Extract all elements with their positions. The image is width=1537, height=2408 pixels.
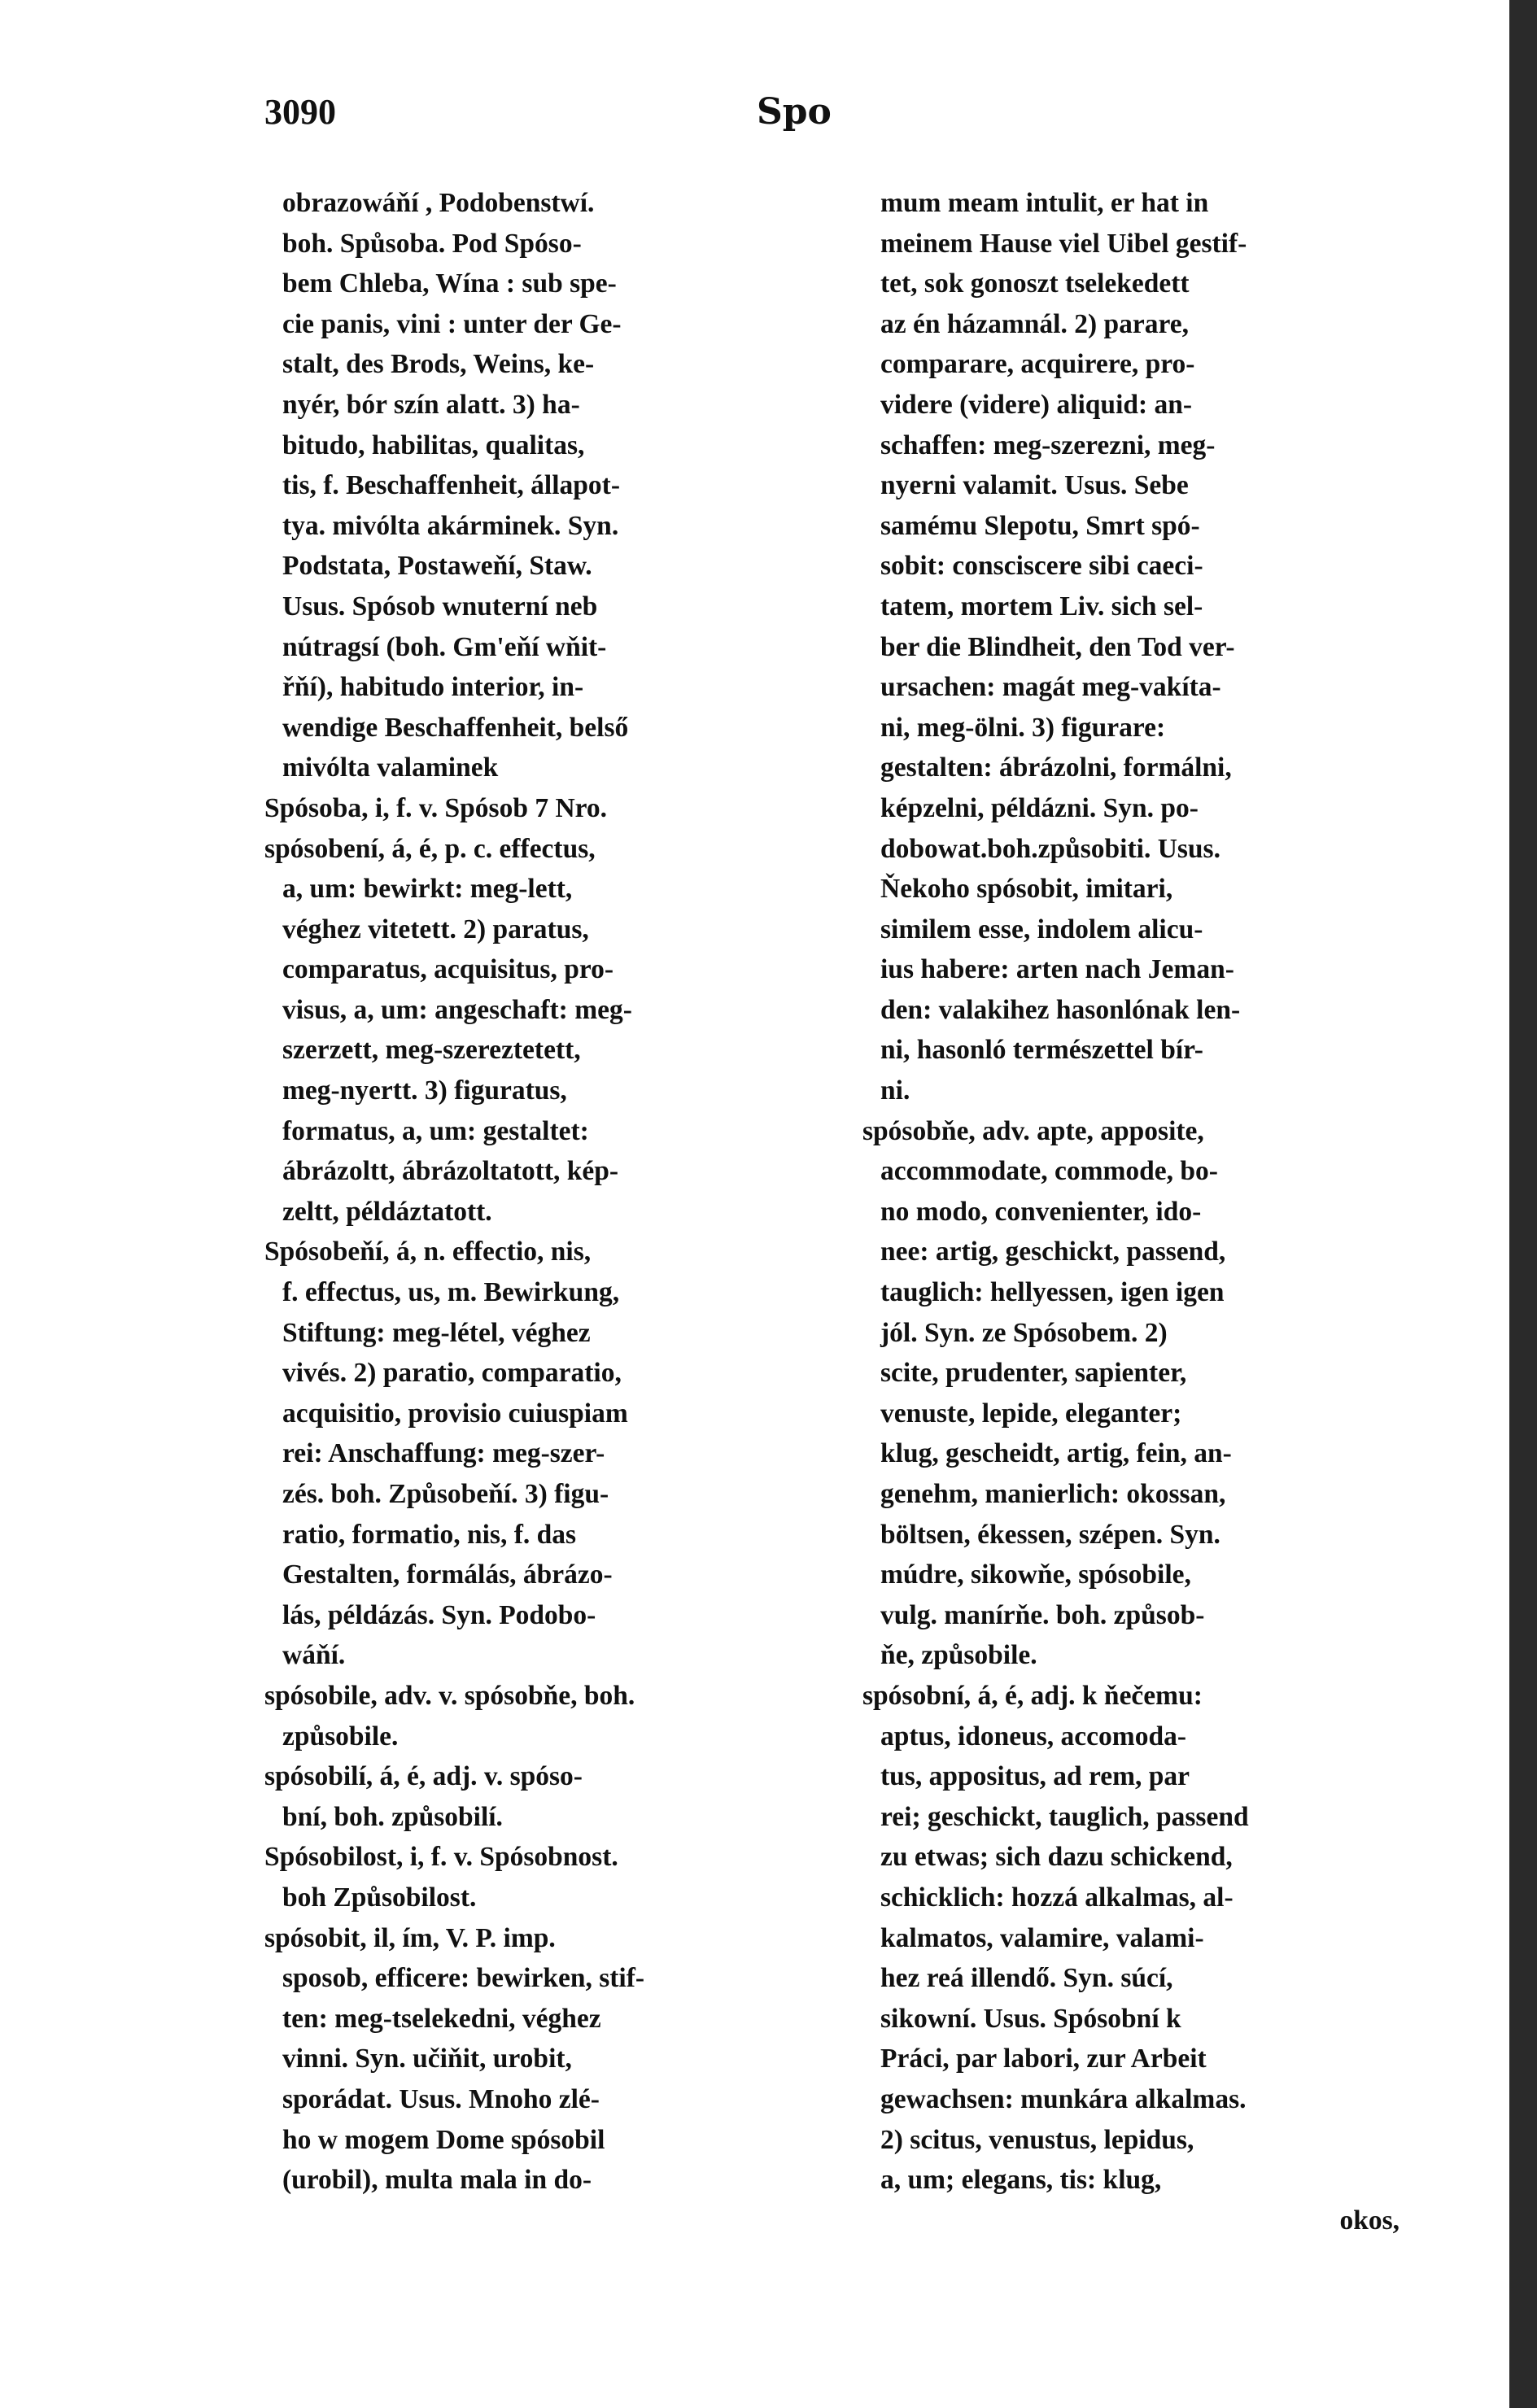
text-line: no modo, convenienter, ido- (880, 1196, 1202, 1227)
text-line: gestalten: ábrázolni, formálni, (880, 752, 1232, 783)
text-line: vinni. Syn. učiňit, urobit, (282, 2044, 572, 2074)
text-line: gewachsen: munkára alkalmas. (880, 2083, 1247, 2114)
text-line: comparatus, acquisitus, pro- (282, 954, 614, 985)
text-line: Stiftung: meg-létel, véghez (282, 1317, 591, 1348)
text-line: den: valakihez hasonlónak len- (880, 994, 1241, 1025)
text-line: 2) scitus, venustus, lepidus, (880, 2124, 1194, 2155)
text-line: wendige Beschaffenheit, belső (282, 712, 629, 743)
text-line: boh. Spůsoba. Pod Spóso- (282, 228, 582, 259)
text-line: bní, boh. způsobilí. (282, 1801, 503, 1832)
text-line: Gestalten, formálás, ábrázo- (282, 1560, 613, 1590)
text-line: dobowat.boh.způsobiti. Usus. (880, 833, 1220, 864)
text-line: zeltt, példáztatott. (282, 1196, 492, 1227)
text-line: a, um; elegans, tis: klug, (880, 2165, 1162, 2196)
text-line: képzelni, példázni. Syn. po- (880, 792, 1199, 823)
text-line: (urobil), multa mala in do- (282, 2165, 592, 2196)
text-line: stalt, des Brods, Weins, ke- (282, 349, 595, 380)
text-line: ni. (880, 1075, 910, 1106)
running-head: Spo (757, 91, 832, 133)
text-line: Usus. Spósob wnuterní neb (282, 591, 598, 622)
text-line: múdre, sikowňe, spósobile, (880, 1560, 1191, 1590)
text-line: rei: Anschaffung: meg-szer- (282, 1438, 605, 1469)
text-line: visus, a, um: angeschaft: meg- (282, 994, 632, 1025)
text-line: aptus, idoneus, accomoda- (880, 1721, 1186, 1751)
text-line: ni, meg-ölni. 3) figurare: (880, 712, 1166, 743)
text-line: nee: artig, geschickt, passend, (880, 1237, 1226, 1267)
text-line: Spósobeňí, á, n. effectio, nis, (264, 1237, 592, 1267)
page-header (264, 91, 1395, 148)
text-line: ius habere: arten nach Jeman- (880, 954, 1234, 985)
text-line: genehm, manierlich: okossan, (880, 1479, 1226, 1509)
text-line: venuste, lepide, eleganter; (880, 1398, 1182, 1429)
text-line: sikowní. Usus. Spósobní k (880, 2003, 1181, 2034)
text-line: tus, appositus, ad rem, par (880, 1761, 1190, 1792)
text-line: boh Způsobilost. (282, 1882, 477, 1913)
text-line: acquisitio, provisio cuiuspiam (282, 1398, 628, 1429)
text-line: kalmatos, valamire, valami- (880, 1922, 1204, 1953)
text-line: řňí), habitudo interior, in- (282, 672, 584, 703)
text-line: lás, példázás. Syn. Podobo- (282, 1599, 596, 1630)
text-line: tis, f. Beschaffenheit, állapot- (282, 470, 620, 501)
text-line: wáňí. (282, 1640, 346, 1671)
text-line: véghez vitetett. 2) paratus, (282, 914, 589, 944)
text-line: ratio, formatio, nis, f. das (282, 1519, 577, 1550)
text-line: a, um: bewirkt: meg-lett, (282, 874, 573, 905)
text-line: zés. boh. Způsobeňí. 3) figu- (282, 1479, 609, 1509)
text-line: comparare, acquirere, pro- (880, 349, 1195, 380)
text-line: jól. Syn. ze Spósobem. 2) (880, 1317, 1168, 1348)
text-line: klug, gescheidt, artig, fein, an- (880, 1438, 1232, 1469)
text-line: obrazowáňí , Podobenstwí. (282, 188, 595, 218)
text-line: schicklich: hozzá alkalmas, al- (880, 1882, 1234, 1913)
text-line: ňe, způsobile. (880, 1640, 1037, 1671)
text-line: ábrázoltt, ábrázoltatott, kép- (282, 1156, 619, 1187)
text-line: ho w mogem Dome spósobil (282, 2124, 605, 2155)
text-line: spósobilí, á, é, adj. v. spóso- (264, 1761, 583, 1792)
text-line: cie panis, vini : unter der Ge- (282, 308, 622, 339)
text-line: sporádat. Usus. Mnoho zlé- (282, 2083, 600, 2114)
text-line: nyér, bór szín alatt. 3) ha- (282, 389, 580, 420)
text-line: meg-nyertt. 3) figuratus, (282, 1075, 567, 1106)
text-line: similem esse, indolem alicu- (880, 914, 1203, 944)
text-line: az én házamnál. 2) parare, (880, 308, 1190, 339)
text-line: rei; geschickt, tauglich, passend (880, 1801, 1249, 1832)
text-line: sobit: consciscere sibi caeci- (880, 551, 1203, 582)
text-line: ten: meg-tselekedni, véghez (282, 2003, 601, 2034)
text-line: nyerni valamit. Usus. Sebe (880, 470, 1189, 501)
text-line: vulg. manírňe. boh. způsob- (880, 1599, 1205, 1630)
text-line: vivés. 2) paratio, comparatio, (282, 1358, 622, 1389)
text-line: spósobňe, adv. apte, apposite, (862, 1115, 1204, 1146)
text-line: böltsen, ékessen, szépen. Syn. (880, 1519, 1220, 1550)
right-column (862, 183, 1399, 2240)
text-line: hez reá illendő. Syn. súcí, (880, 1963, 1173, 1994)
text-line: způsobile. (282, 1721, 399, 1751)
text-line: bitudo, habilitas, qualitas, (282, 430, 585, 460)
text-line: Podstata, Postaweňí, Staw. (282, 551, 592, 582)
text-line: tet, sok gonoszt tselekedett (880, 268, 1190, 299)
text-line: accommodate, commode, bo- (880, 1156, 1218, 1187)
text-line: spósobit, il, ím, V. P. imp. (264, 1922, 556, 1953)
text-line: zu etwas; sich dazu schickend, (880, 1842, 1233, 1873)
text-line: bem Chleba, Wína : sub spe- (282, 268, 617, 299)
text-line: Ňekoho spósobit, imitari, (880, 874, 1173, 905)
text-line: tya. mivólta akárminek. Syn. (282, 510, 619, 541)
text-line: tatem, mortem Liv. sich sel- (880, 591, 1203, 622)
text-line: ni, hasonló természettel bír- (880, 1035, 1203, 1066)
text-line: Spósobilost, i, f. v. Spósobnost. (264, 1842, 618, 1873)
text-line: spósobení, á, é, p. c. effectus, (264, 833, 596, 864)
text-line: mum meam intulit, er hat in (880, 188, 1209, 218)
text-line: schaffen: meg-szerezni, meg- (880, 430, 1216, 460)
text-line: okos, (1339, 2205, 1399, 2236)
text-line: sposob, efficere: bewirken, stif- (282, 1963, 645, 1994)
text-line: Spósoba, i, f. v. Spósob 7 Nro. (264, 792, 608, 823)
text-line: f. effectus, us, m. Bewirkung, (282, 1277, 620, 1308)
text-line: meinem Hause viel Uibel gestif- (880, 228, 1247, 259)
text-line: Práci, par labori, zur Arbeit (880, 2044, 1207, 2074)
page-number: 3090 (264, 92, 336, 132)
text-line: ursachen: magát meg-vakíta- (880, 672, 1221, 703)
text-line: tauglich: hellyessen, igen igen (880, 1277, 1225, 1308)
text-line: samému Slepotu, Smrt spó- (880, 510, 1200, 541)
text-line: szerzett, meg-szereztetett, (282, 1035, 581, 1066)
text-line: spósobní, á, é, adj. k ňečemu: (862, 1680, 1203, 1711)
left-column (264, 183, 801, 2201)
text-line: mivólta valaminek (282, 752, 499, 783)
text-line: nútragsí (boh. Gm'eňí wňit- (282, 631, 607, 662)
text-line: scite, prudenter, sapienter, (880, 1358, 1187, 1389)
text-line: ber die Blindheit, den Tod ver- (880, 631, 1235, 662)
text-line: spósobile, adv. v. spósobňe, boh. (264, 1680, 635, 1711)
text-line: formatus, a, um: gestaltet: (282, 1115, 589, 1146)
text-line: videre (videre) aliquid: an- (880, 389, 1193, 420)
